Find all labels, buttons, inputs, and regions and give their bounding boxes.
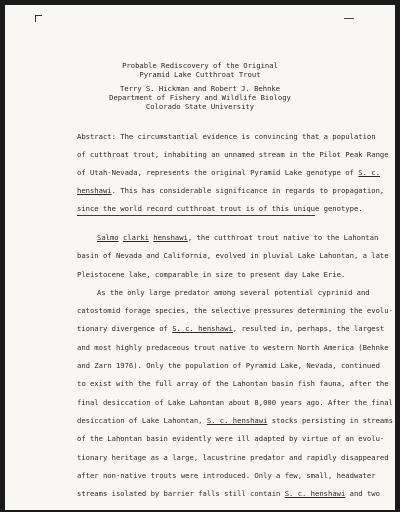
abstract-line: Abstract: The circumstantial evidence is convincing that a population — [77, 132, 376, 141]
body-line: basin of Nevada and California, evolved in pluvial Lake Lahontan, a late — [77, 251, 389, 261]
title-line: Probable Rediscovery of the Original — [122, 61, 278, 70]
body-line: to exist with the full array of the Lahontan basin fish fauna, after the — [77, 379, 389, 389]
species-name: henshawi — [77, 186, 112, 195]
species-name: S. c. — [358, 168, 380, 177]
document-title — [5, 61, 395, 79]
abstract-line — [77, 182, 385, 200]
author-block — [5, 84, 395, 111]
corner-registration-mark — [35, 15, 42, 22]
body-line: and Zarn 1976). Only the population of Pyramid Lake, Nevada, continued — [77, 361, 380, 371]
body-line: after non-native trouts were introduced. Only a few, small, headwater — [77, 470, 376, 480]
body-line: final desiccation of Lake Lahontan about 8,000 years ago. After the final — [77, 397, 393, 407]
species-name: Salmo — [97, 233, 119, 242]
abstract-line: of cutthroat trout, inhabiting an unnamed stream in the Pilot Peak Range — [77, 150, 389, 159]
department: Department of Fishery and Wildlife Biology — [109, 93, 291, 102]
body-text-run: tionary divergence of — [77, 324, 173, 334]
document-page — [5, 5, 395, 510]
species-name: henshawi — [153, 233, 188, 242]
species-name: S. c. henshawi — [172, 324, 233, 334]
university: Colorado State University — [145, 102, 255, 111]
body-text-run: stocks persisting in streams — [267, 415, 393, 425]
species-name: S. c. henshawi — [284, 489, 346, 499]
species-name: clarki — [122, 233, 149, 242]
body-line: and most highly predaceous trout native to western North America (Behnke — [77, 342, 389, 352]
body-text-run: , the cutthroat trout native to the Lahontan — [187, 233, 379, 242]
abstract — [77, 128, 389, 218]
abstract-line: since the world record cutthroat trout is of this unique genotype. — [77, 204, 363, 213]
body-line: catostomid forage species, the selective pressures determining the evolu- — [77, 306, 393, 316]
body-line — [77, 485, 380, 503]
body-line: of the Lahontan basin evidently were ill adapted by virtue of an evolu- — [77, 434, 385, 444]
body-line: tionary heritage as a large, lacustrine predator and rapidly disappeared — [77, 452, 389, 462]
author-names: Terry S. Hickman and Robert J. Behnke — [119, 84, 281, 93]
abstract-text: of Utah-Nevada, represents the original Pyramid Lake genotype of — [77, 168, 359, 177]
body-text-run: , resulted in, perhaps, the largest — [232, 324, 385, 334]
body-text-run: streams isolated by barrier falls still contain — [77, 489, 285, 499]
title-line: Pyramid Lake Cutthroat Trout — [139, 70, 261, 79]
abstract-text: . This has considerable significance in regards to propagation, — [111, 186, 385, 195]
page-dash-mark — [344, 18, 354, 19]
body-text-run: and two — [345, 489, 380, 499]
section-divider — [77, 215, 315, 216]
body-text-run: desiccation of Lake Lahontan, — [77, 415, 207, 425]
body-line — [77, 320, 385, 338]
body-text — [77, 229, 393, 503]
body-line — [77, 229, 377, 247]
body-line: Pleistocene lake, comparable in size to present day Lake Erie. — [77, 269, 346, 279]
species-name: S. c. henshawi — [206, 415, 268, 425]
body-line: As the only large predator among several potential cyprinid and — [97, 287, 370, 297]
abstract-line — [77, 164, 380, 182]
body-line — [77, 412, 393, 430]
